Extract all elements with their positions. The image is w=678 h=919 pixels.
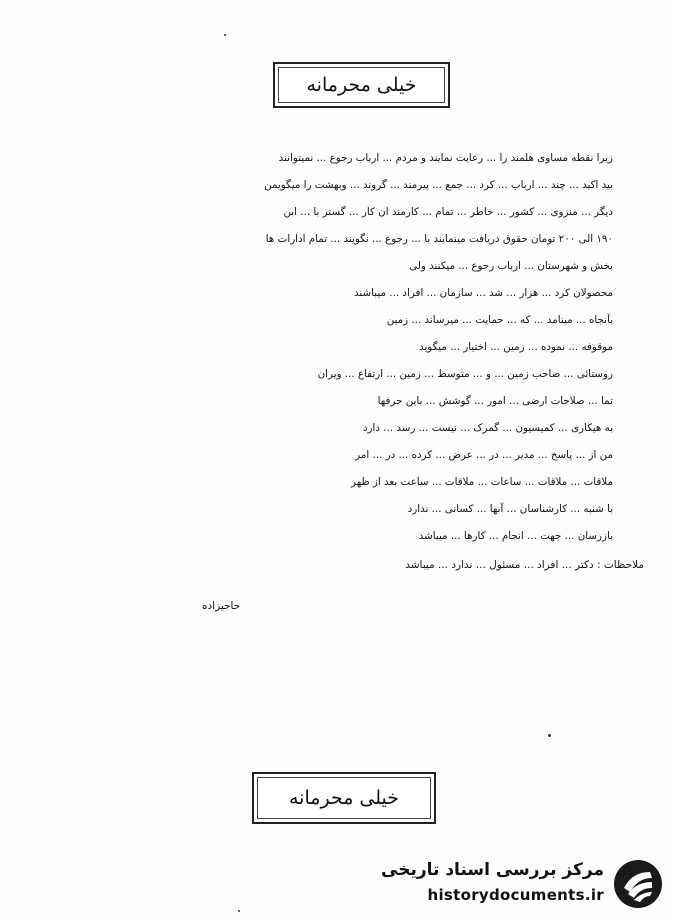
remarks-line: ملاحظات : دکتر ... افراد ... مسئول ... ندارد ... میباشد xyxy=(405,559,644,571)
body-line: من از ... پاسخ ... مدیر ... در ... عرض ... کرده ... در ... امر xyxy=(355,449,613,461)
body-line: بخش و شهرستان ... ارباب رجوع ... میکنند ولی xyxy=(409,260,613,272)
body-line: زیرا نقطه مساوی هلمند را ... رعایت نمایند و مردم ... ارباب رجوع ... نمیتوانند xyxy=(278,152,613,164)
classification-stamp-top-text: خیلی محرمانه xyxy=(306,74,417,96)
ink-speck xyxy=(548,734,551,737)
archive-logo-icon xyxy=(612,858,664,910)
body-line: ملاقات ... ملاقات ... ساعات ... ملاقات ... ساعت بعد از ظهر xyxy=(351,476,613,488)
body-line: تما ... صلاحات ارضی ... امور ... گوشش ... باین حرفها xyxy=(377,395,613,407)
remarks-signature: حاجیزاده xyxy=(202,600,241,612)
body-line: بآنجاه ... مینامد ... که ... حمایت ... میرساند ... زمین xyxy=(386,314,613,326)
body-line: موقوفه ... نموده ... زمین ... اختیار ... میگوید xyxy=(419,341,613,353)
brand-name: مرکز بررسی اسناد تاریخی xyxy=(381,860,604,880)
document-body xyxy=(55,145,613,550)
body-line: دیگر ... منزوی ... کشور ... خاطر ... تمام ... کارمند ان کار ... گستر با ... ابن xyxy=(283,206,613,218)
body-line: با شنبه ... کارشناسان ... آنها ... کسانی ... ندارد xyxy=(407,503,613,515)
body-line: بید اکبد ... چند ... ارباب ... کرد ... جمع ... پیرمند ... گروند ... وبهشت را میگویمن xyxy=(264,179,613,191)
ink-speck xyxy=(238,910,240,912)
body-line: به هیکاری ... کمیسیون ... گمرک ... نیست ... رسد ... دارد xyxy=(362,422,613,434)
body-line: روستائی ... صاحب زمین ... و ... متوسط ... زمین ... ارتفاع ... ویران xyxy=(317,368,613,380)
brand-url: historydocuments.ir xyxy=(427,886,604,904)
body-line: بازرسان ... جهت ... انجام ... کارها ... میباشد xyxy=(418,530,613,542)
classification-stamp-top xyxy=(273,62,450,108)
watermark-brand xyxy=(364,858,664,910)
body-line: محصولان کرد ... هزار ... شد ... سازمان ... افراد ... میباشند xyxy=(354,287,613,299)
classification-stamp-bottom xyxy=(252,772,436,824)
classification-stamp-bottom-text: خیلی محرمانه xyxy=(289,787,400,809)
body-line: ۱۹۰ الی ۲۰۰ تومان حقوق دریافت مینمایند با ... رجوع ... نگویند ... تمام ادارات ها xyxy=(265,233,613,245)
ink-speck xyxy=(224,34,226,36)
